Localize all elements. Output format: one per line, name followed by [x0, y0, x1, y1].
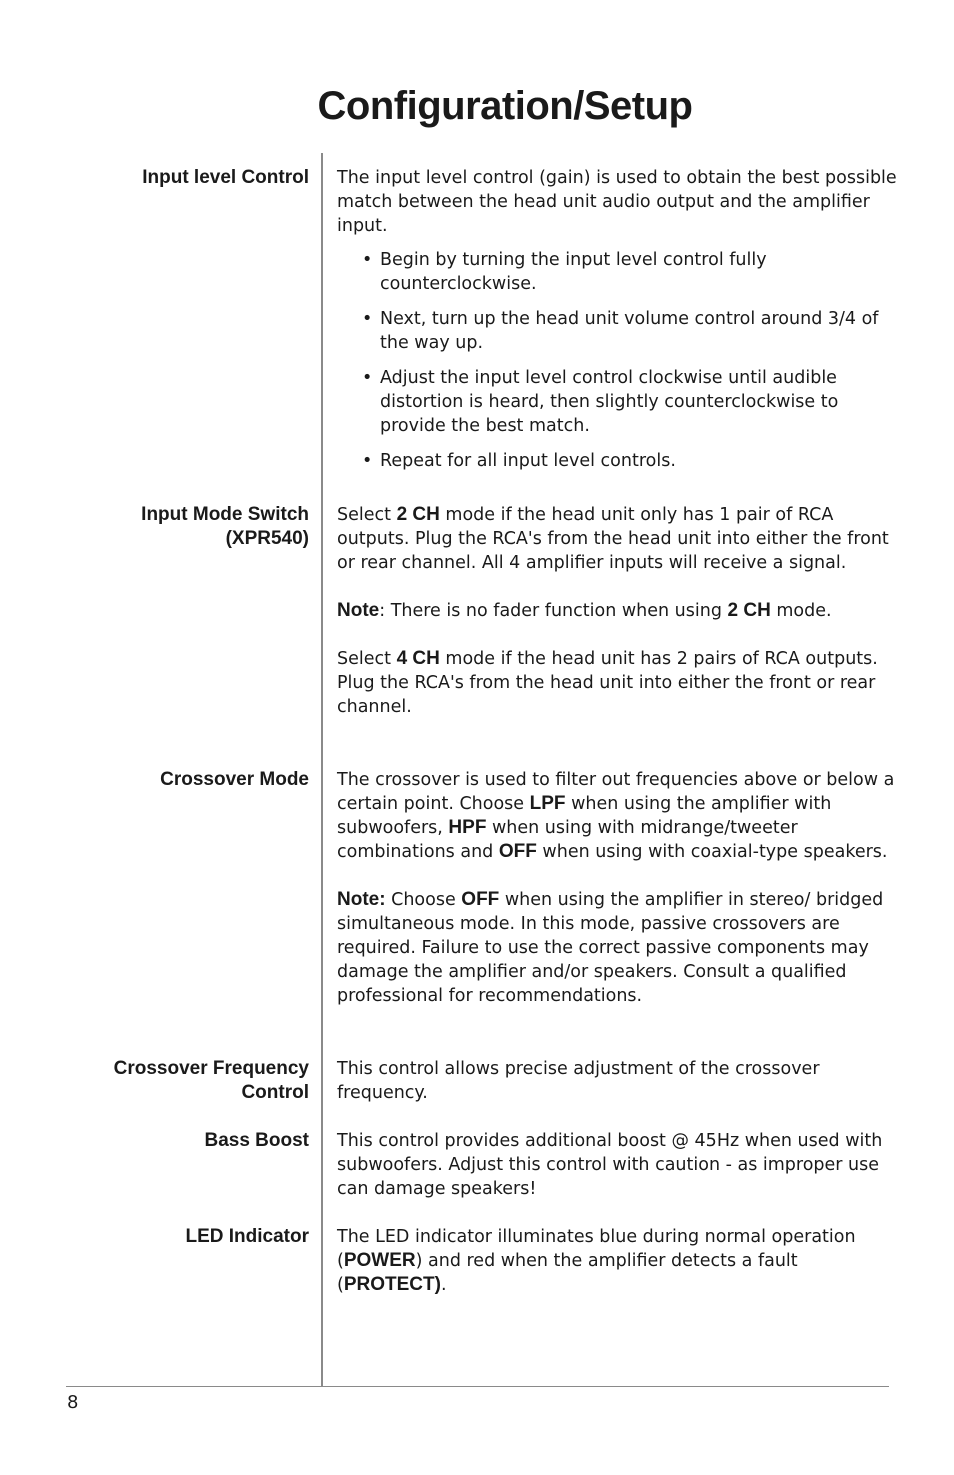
label-bass-boost: [204, 1129, 309, 1153]
list-item: • Next, turn up the head unit volume control around 3/4 of the way up.: [362, 307, 897, 355]
label-crossover-frequency-control: [114, 1057, 309, 1105]
label-text: Input level Control: [142, 167, 309, 188]
label-text: Input Mode Switch: [141, 504, 309, 525]
list-item: • Repeat for all input level controls.: [362, 449, 897, 473]
led-indicator-text: The LED indicator illuminates blue during normal operation (POWER) and red when the amplifier detects a fault (PROTECT).: [337, 1227, 856, 1295]
section-crossover-frequency-control: [337, 1057, 897, 1105]
list-item: • Begin by turning the input level control fully counterclockwise.: [362, 248, 897, 296]
input-level-intro: The input level control (gain) is used to obtain the best possible match between the head unit audio output and the amplifier input.: [337, 168, 897, 236]
input-level-steps: [337, 248, 897, 473]
input-mode-note: Note: There is no fader function when using 2 CH mode.: [337, 600, 832, 621]
label-crossover-mode: [160, 768, 309, 792]
label-text: Crossover Mode: [160, 769, 309, 790]
bass-boost-text: This control provides additional boost @ 45Hz when used with subwoofers. Adjust this control with caution - as improper use can damage speakers!: [337, 1131, 883, 1199]
page-title: Configuration/Setup: [317, 84, 693, 128]
input-mode-4ch-paragraph: Select 4 CH mode if the head unit has 2 pairs of RCA outputs. Plug the RCA's from the head unit into either the front or rear channel.: [337, 648, 878, 717]
column-divider: [321, 153, 323, 1386]
label-model: (XPR540): [225, 528, 309, 549]
label-input-level-control: [142, 166, 309, 190]
section-input-level-control: [337, 166, 897, 484]
page-number: 8: [67, 1392, 79, 1413]
input-mode-2ch-paragraph: Select 2 CH mode if the head unit only has 1 pair of RCA outputs. Plug the RCA's from the head unit into either the front or rear channel. All 4 amplifier inputs will receive a signal.: [337, 504, 889, 573]
section-bass-boost: [337, 1129, 897, 1201]
footer-rule: [66, 1386, 889, 1387]
label-input-mode-switch: [141, 503, 309, 551]
label-text: LED Indicator: [185, 1226, 309, 1247]
label-led-indicator: [185, 1225, 309, 1249]
label-text: Crossover Frequency: [113, 1058, 309, 1079]
label-text-line2: Control: [241, 1082, 309, 1103]
section-crossover-mode: [337, 768, 897, 1008]
section-led-indicator: [337, 1225, 897, 1297]
section-input-mode-switch: [337, 503, 897, 719]
crossover-mode-paragraph: The crossover is used to filter out frequencies above or below a certain point. Choose LPF when using the amplifier with subwoofers, HPF when using with midrange/tweeter combinations and OFF when using with coaxial-type speakers.: [337, 770, 895, 862]
list-item: • Adjust the input level control clockwise until audible distortion is heard, then slightly counterclockwise to provide the best match.: [362, 366, 897, 438]
label-text: Bass Boost: [204, 1130, 309, 1151]
crossover-frequency-text: This control allows precise adjustment of the crossover frequency.: [337, 1059, 820, 1103]
crossover-mode-note: Note: Choose OFF when using the amplifier in stereo/ bridged simultaneous mode. In this mode, passive crossovers are required. Failure to use the correct passive components may damage the amplifier and/or speakers. Consult a qualified professional for recommendations.: [337, 889, 884, 1006]
